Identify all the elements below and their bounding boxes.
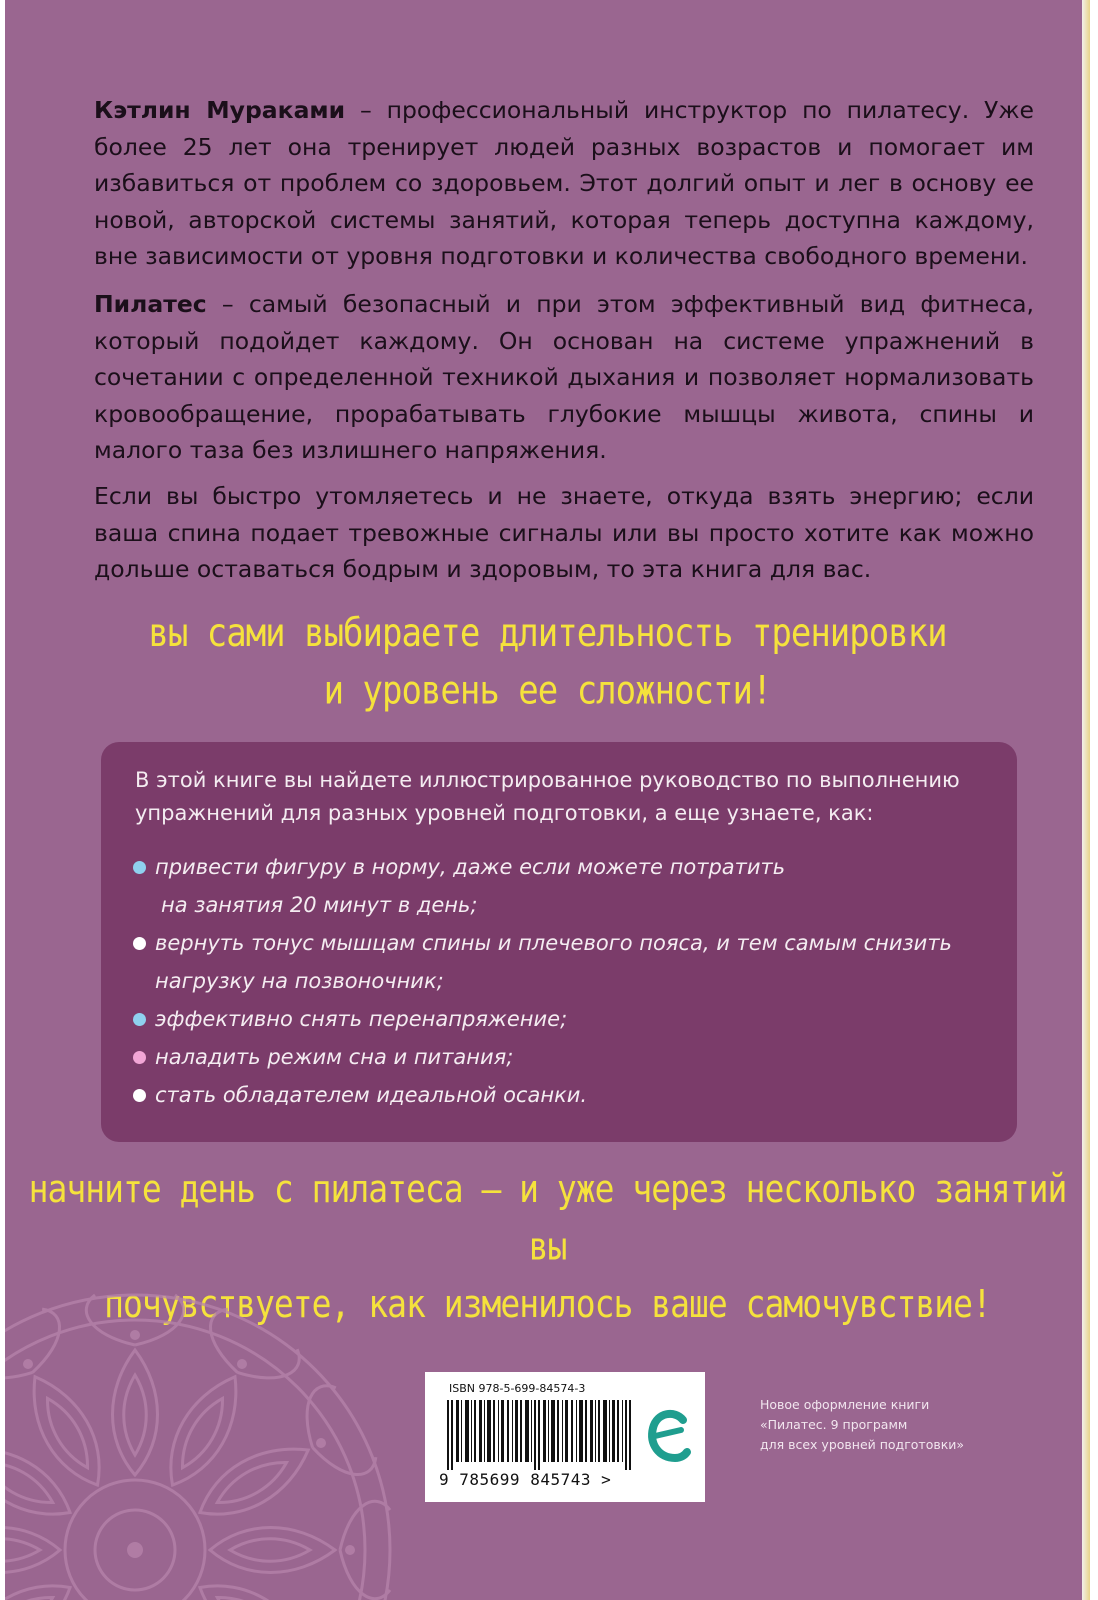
slogan-bottom-line1: начните день с пилатеса – и уже через несколько занятий вы: [28, 1166, 1067, 1269]
bullet-dot: [133, 1051, 146, 1064]
edition-note-line3: для всех уровней подготовки»: [760, 1437, 965, 1452]
mandala-ornament-icon: [5, 1270, 415, 1600]
edition-note-line2: «Пилатес. 9 программ: [760, 1417, 908, 1432]
bullet-dot: [133, 861, 146, 874]
list-item: [133, 848, 993, 924]
isbn-number: ISBN 978-5-699-84574-3: [449, 1382, 586, 1395]
list-item-line1: вернуть тонус мышцам спины и плечевого пояса, и тем самым снизить: [155, 931, 952, 955]
cover-edge: [1082, 0, 1090, 1600]
benefits-intro: В этой книге вы найдете иллюстрированное руководство по выполнению упражнений для разных уровней подготовки, а еще узнаете, как:: [135, 768, 960, 825]
publisher-logo-icon: [643, 1402, 695, 1472]
list-item-line1: привести фигуру в норму, даже если можете потратить: [155, 855, 786, 879]
list-item: [133, 924, 993, 1000]
audience-paragraph: Если вы быстро утомляетесь и не знаете, откуда взять энергию; если ваша спина подает тревожные сигналы или вы просто хотите как можно дольше оставаться бодрым и здоровым, то эта книга для вас.: [94, 482, 1034, 583]
slogan-top: [5, 605, 1090, 720]
edition-note-line1: Новое оформление книги: [760, 1397, 930, 1412]
pilates-term: Пилатес: [94, 290, 207, 318]
pilates-paragraph-text: – самый безопасный и при этом эффективный вид фитнеса, который подойдет каждому. Он основан на системе упражнений в сочетании с определенной техникой дыхания и позволяет нормализовать кровообращение, прорабатывать глубокие мышцы живота, спины и малого таза без излишнего напряжения.: [94, 290, 1034, 464]
list-item-line1: стать обладателем идеальной осанки.: [155, 1083, 588, 1107]
list-item-line1: наладить режим сна и питания;: [155, 1045, 514, 1069]
list-item-line2: нагрузку на позвоночник;: [155, 969, 444, 993]
author-paragraph: [94, 92, 1034, 275]
barcode-digits: 9 785699 845743 >: [439, 1470, 612, 1489]
slogan-top-line2: и уровень ее сложности!: [323, 667, 772, 714]
bullet-dot: [133, 1089, 146, 1102]
bullet-dot: [133, 1013, 146, 1026]
bullet-dot: [133, 937, 146, 950]
author-paragraph-text: – профессиональный инструктор по пилатесу. Уже более 25 лет она тренирует людей разных возрастов и помогает им избавиться от проблем со здоровьем. Этот долгий опыт и лег в основу ее новой, авторской системы занятий, которая теперь доступна каждому, вне зависимости от уровня подготовки и количества свободного времени.: [94, 96, 1034, 270]
author-name: Кэтлин Мураками: [94, 96, 346, 124]
list-item-line1: эффективно снять перенапряжение;: [155, 1007, 568, 1031]
slogan-bottom-line2: почувствуете, как изменилось ваше самочувствие!: [104, 1281, 991, 1327]
barcode-icon: [447, 1400, 637, 1470]
book-back-cover: [5, 0, 1090, 1600]
pilates-paragraph: [94, 286, 1034, 469]
barcode-card: [425, 1372, 705, 1502]
list-item: [133, 1076, 993, 1114]
benefits-box: [101, 742, 1017, 1142]
slogan-top-line1: вы сами выбираете длительность тренировки: [148, 610, 947, 657]
list-item: [133, 1000, 993, 1038]
list-item-line2: на занятия 20 минут в день;: [161, 893, 478, 917]
edition-note: [760, 1395, 1020, 1455]
list-item: [133, 1038, 993, 1076]
benefits-list: [133, 848, 993, 1114]
